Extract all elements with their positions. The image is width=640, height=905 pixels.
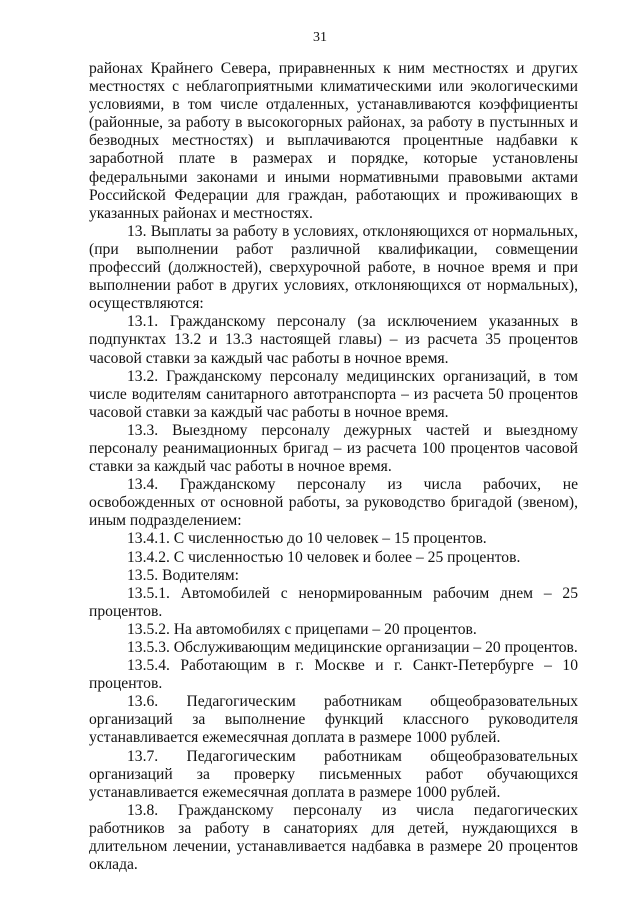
paragraph-13-2: 13.2. Гражданскому персоналу медицинских организаций, в том числе водителям санитарного автотранспорта – из расчета 50 процентов часовой ставки за каждый час работы в ночное время. — [89, 367, 578, 421]
paragraph-13-5-4: 13.5.4. Работающим в г. Москве и г. Санкт-Петербурге – 10 процентов. — [89, 657, 578, 693]
paragraph-13-5-1: 13.5.1. Автомобилей с ненормированным рабочим днем – 25 процентов. — [89, 584, 578, 620]
paragraph-13-4-1: 13.4.1. С численностью до 10 человек – 15 процентов. — [127, 530, 487, 548]
paragraph-13-8: 13.8. Гражданскому персоналу из числа педагогических работников за работу в санаториях для детей, нуждающихся в длительном лечении, устанавливается надбавка в размере 20 процентов оклада. — [89, 801, 578, 874]
paragraph-continuation: районах Крайнего Севера, приравненных к ним местностях и других местностях с неблагоприятными климатическими или экологическими условиями, в том числе отдаленных, устанавливаются коэффициенты (районные, за работу в высокогорных районах, за работу в пустынных и безводных местностях) и выплачиваются процентные надбавки к заработной плате в размерах и порядке, которые установлены федеральными законами и иными нормативными правовыми актами Российской Федерации для граждан, работающих и проживающих в указанных районах и местностях. — [89, 60, 578, 222]
paragraph-13-5-2: 13.5.2. На автомобилях с прицепами – 20 процентов. — [127, 620, 477, 638]
paragraph-13-6: 13.6. Педагогическим работникам общеобразовательных организаций за выполнение функций классного руководителя устанавливается ежемесячная доплата в размере 1000 рублей. — [89, 693, 578, 747]
paragraph-13-3: 13.3. Выездному персоналу дежурных частей и выездному персоналу реанимационных бригад – из расчета 100 процентов часовой ставки за каждый час работы в ночное время. — [89, 421, 578, 476]
paragraph-13-5: 13.5. Водителям: — [127, 566, 240, 584]
paragraph-13-4: 13.4. Гражданскому персоналу из числа рабочих, не освобожденных от основной работы, за руководство бригадой (звеном), иным подразделением: — [89, 476, 578, 530]
paragraph-13-1: 13.1. Гражданскому персоналу (за исключением указанных в подпунктах 13.2 и 13.3 настоящей главы) – из расчета 35 процентов часовой ставки за каждый час работы в ночное время. — [89, 313, 578, 367]
document-body — [89, 60, 578, 874]
page-number: 31 — [313, 30, 327, 45]
paragraph-13-4-2: 13.4.2. С численностью 10 человек и более – 25 процентов. — [127, 548, 521, 566]
paragraph-13-5-3: 13.5.3. Обслуживающим медицинские организации – 20 процентов. — [127, 639, 578, 656]
paragraph-13-7: 13.7. Педагогическим работникам общеобразовательных организаций за проверку письменных работ обучающихся устанавливается ежемесячная доплата в размере 1000 рублей. — [89, 747, 578, 801]
paragraph-13: 13. Выплаты за работу в условиях, отклоняющихся от нормальных, (при выполнении работ различной квалификации, совмещении профессий (должностей), сверхурочной работе, в ночное время и при выполнении работ в других условиях, отклоняющихся от нормальных), осуществляются: — [89, 222, 578, 313]
